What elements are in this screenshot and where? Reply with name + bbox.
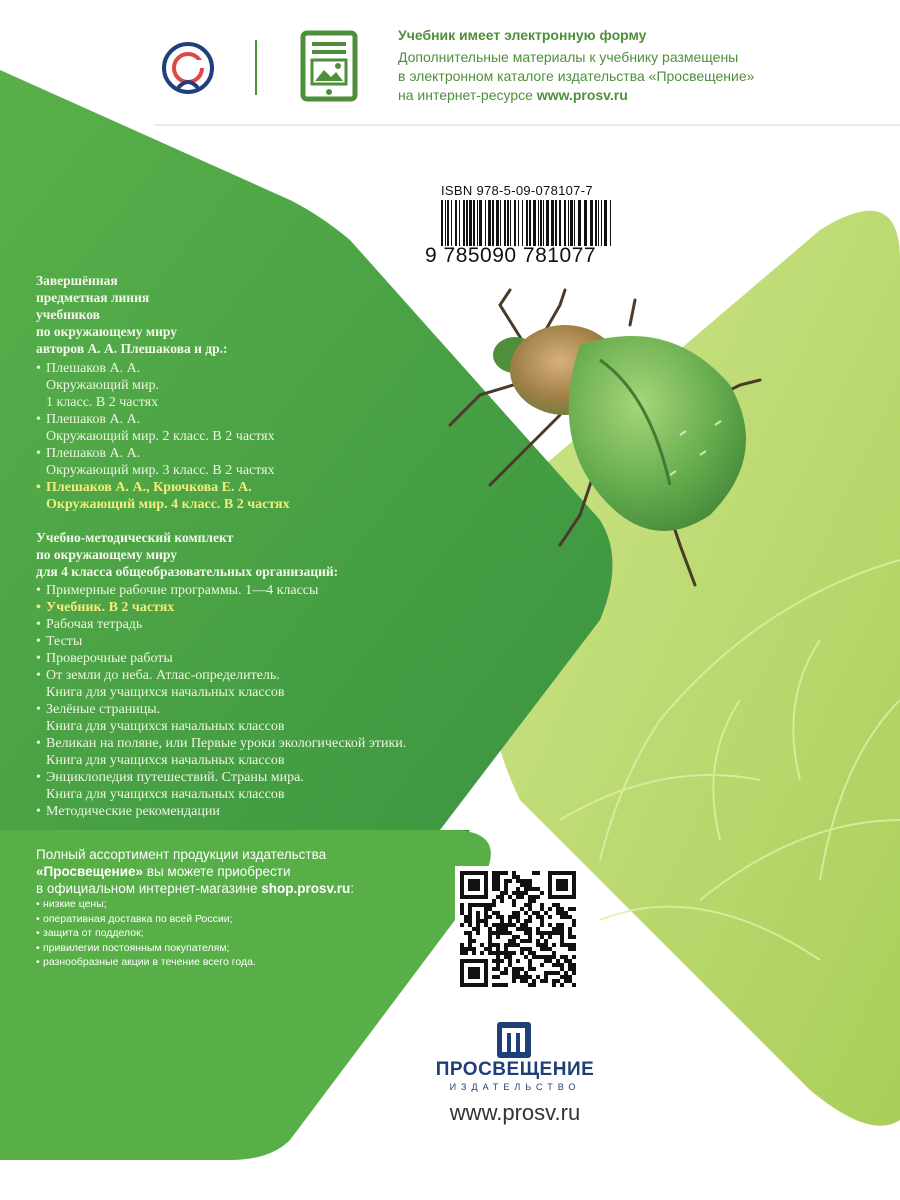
- publisher-website[interactable]: www.prosv.ru: [449, 1100, 581, 1125]
- shop-link[interactable]: shop.prosv.ru: [261, 881, 351, 896]
- shop-info: [36, 846, 436, 897]
- publisher-name: ПРОСВЕЩЕНИЕ: [435, 1059, 595, 1080]
- product-line-title: Завершённая предметная линия учебников по окружающему миру авторов А. А. Плешакова и др.:: [36, 273, 228, 356]
- textbook-list-item: • Плешаков А. А., Крючкова Е. А. Окружающий мир. 4 класс. В 2 частях: [36, 479, 290, 513]
- textbook-list: [36, 360, 290, 513]
- textbook-list-item: • Плешаков А. А. Окружающий мир. 2 класс. В 2 частях: [36, 411, 290, 445]
- description-line-2: в электронном каталоге издательства «Просвещение»: [398, 68, 755, 84]
- shop-benefit-item: • привилегии постоянным покупателям;: [36, 941, 256, 956]
- description-line-1: Дополнительные материалы к учебнику размещены: [398, 49, 739, 65]
- kit-list-item: • Тесты: [36, 633, 406, 650]
- textbook-list-item: • Плешаков А. А. Окружающий мир. 3 класс. В 2 частях: [36, 445, 290, 479]
- shop-benefit-item: • защита от подделок;: [36, 926, 256, 941]
- description-line-3: на интернет-ресурсе www.prosv.ru: [398, 87, 628, 103]
- publisher-subtitle: ИЗДАТЕЛЬСТВО: [449, 1082, 581, 1092]
- shop-benefit-item: • оперативная доставка по всей России;: [36, 912, 256, 927]
- prosv-link[interactable]: www.prosv.ru: [536, 87, 628, 103]
- kit-list-item: • Рабочая тетрадь: [36, 616, 406, 633]
- barcode-digits: 9 785090 781077: [425, 244, 596, 267]
- kit-list-item: • Великан на поляне, или Первые уроки экологической этики. Книга для учащихся начальных классов: [36, 735, 406, 769]
- rose-chafer-beetle-illustration: [430, 285, 770, 595]
- prosveshchenie-logo-icon: [497, 1022, 531, 1058]
- shop-benefit-item: • разнообразные акции в течение всего года.: [36, 955, 256, 970]
- kit-title: Учебно-методический комплект по окружающему миру для 4 класса общеобразовательных организаций:: [36, 530, 339, 579]
- kit-list-item: • Проверочные работы: [36, 650, 406, 667]
- textbook-list-item: • Плешаков А. А. Окружающий мир. 1 класс. В 2 частях: [36, 360, 290, 411]
- kit-list: [36, 582, 406, 820]
- kit-list-item: • Примерные рабочие программы. 1—4 классы: [36, 582, 406, 599]
- shop-benefit-item: • низкие цены;: [36, 897, 256, 912]
- copyright-logo-icon: [158, 38, 218, 98]
- barcode-icon: [441, 200, 616, 246]
- shop-line-2: «Просвещение» вы можете приобрести: [36, 864, 291, 879]
- kit-list-item: • От земли до неба. Атлас-определитель. Книга для учащихся начальных классов: [36, 667, 406, 701]
- shop-line-3: в официальном интернет-магазине shop.prosv.ru:: [36, 881, 355, 896]
- shop-line-1: Полный ассортимент продукции издательства: [36, 847, 327, 862]
- kit-list-item: • Зелёные страницы. Книга для учащихся начальных классов: [36, 701, 406, 735]
- shop-benefits-list: [36, 897, 256, 970]
- tablet-icon: [300, 30, 358, 102]
- isbn-text: ISBN 978-5-09-078107-7: [441, 183, 593, 198]
- kit-list-item: • Учебник. В 2 частях: [36, 599, 406, 616]
- kit-list-item: • Методические рекомендации: [36, 803, 406, 820]
- electronic-form-description: [398, 48, 818, 105]
- kit-list-item: • Энциклопедия путешествий. Страны мира. Книга для учащихся начальных классов: [36, 769, 406, 803]
- electronic-form-title: Учебник имеет электронную форму: [398, 27, 647, 43]
- qr-code-icon[interactable]: [460, 871, 576, 987]
